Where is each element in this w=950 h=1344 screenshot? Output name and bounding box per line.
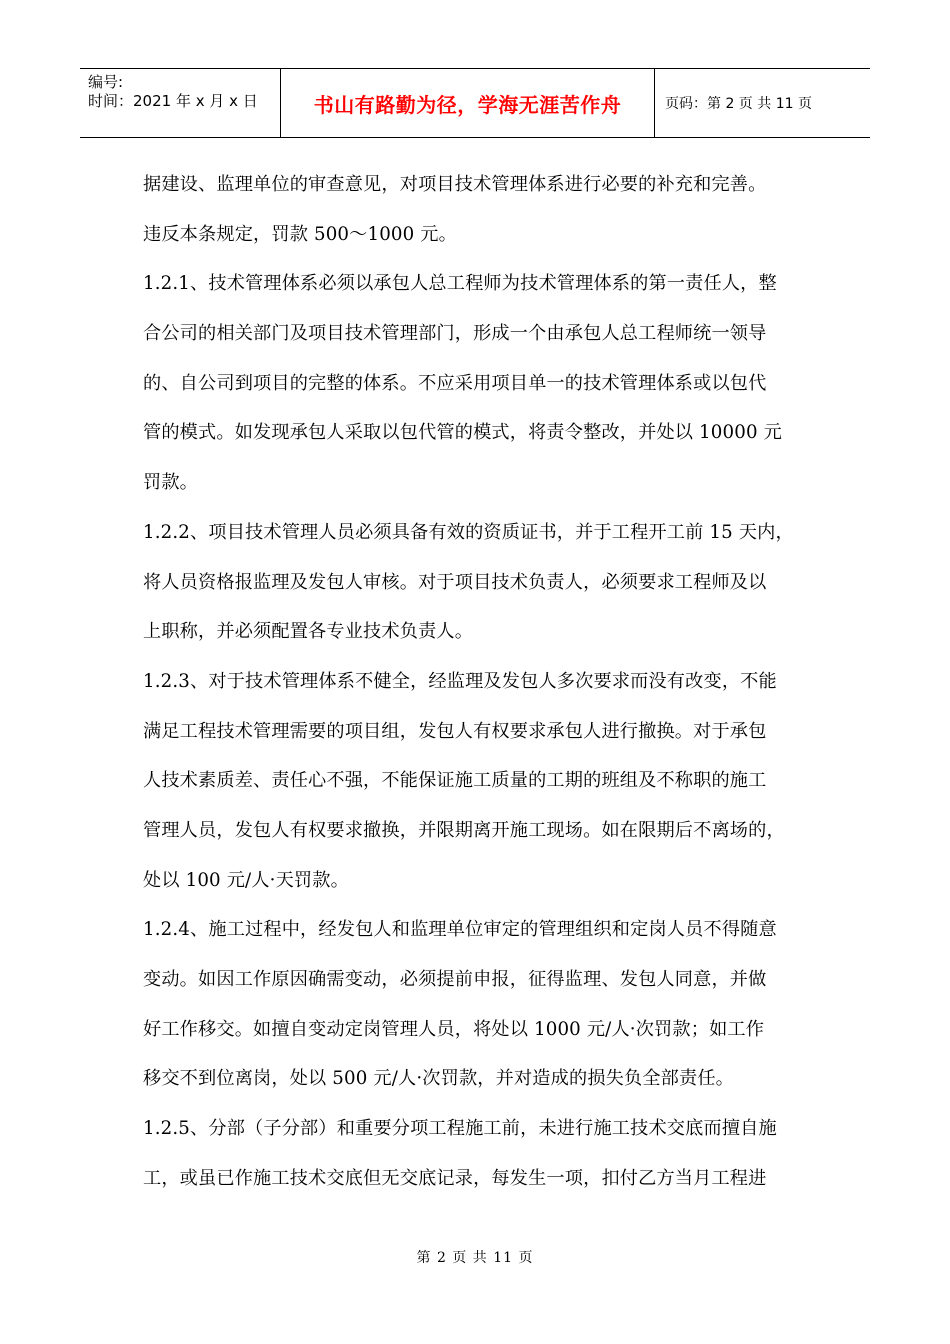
text-line: 上职称，并必须配置各专业技术负责人。: [143, 621, 474, 643]
text-line: 1.2.4、施工过程中，经发包人和监理单位审定的管理组织和定岗人员不得随意: [143, 919, 777, 941]
text-line: 管的模式。如发现承包人采取以包代管的模式，将责令整改，并处以 10000 元: [143, 422, 782, 444]
text-line: 满足工程技术管理需要的项目组，发包人有权要求承包人进行撤换。对于承包: [143, 720, 767, 742]
header-page-info: 页码：第 2 页 共 11 页: [665, 96, 812, 112]
text-line: 合公司的相关部门及项目技术管理部门，形成一个由承包人总工程师统一领导: [143, 323, 767, 345]
text-line: 变动。如因工作原因确需变动，必须提前申报，征得监理、发包人同意，并做: [143, 969, 767, 990]
document-header: [80, 68, 870, 138]
text-line: 好工作移交。如擅自变动定岗管理人员，将处以 1000 元/人·次罚款；如工作: [143, 1018, 765, 1040]
text-line: 1.2.1、技术管理体系必须以承包人总工程师为技术管理体系的第一责任人，整: [143, 273, 777, 295]
text-line: 据建设、监理单位的审查意见，对项目技术管理体系进行必要的补充和完善。: [143, 174, 767, 195]
text-line: 将人员资格报监理及发包人审核。对于项目技术负责人，必须要求工程师及以: [143, 571, 767, 593]
document-number-label: 编号:: [88, 73, 124, 91]
text-line: 人技术素质差、责任心不强，不能保证施工质量的工期的班组及不称职的施工: [143, 770, 767, 792]
document-date: 时间：2021 年 x 月 x 日: [88, 92, 258, 110]
text-line: 管理人员，发包人有权要求撤换，并限期离开施工现场。如在限期后不离场的，: [143, 819, 785, 841]
text-line: 处以 100 元/人·天罚款。: [143, 869, 349, 891]
text-line: 1.2.2、项目技术管理人员必须具备有效的资质证书，并于工程开工前 15 天内，: [143, 521, 794, 543]
text-line: 工，或虽已作施工技术交底但无交底记录，每发生一项，扣付乙方当月工程进: [143, 1167, 767, 1189]
text-line: 1.2.3、对于技术管理体系不健全，经监理及发包人多次要求而没有改变，不能: [143, 670, 777, 692]
document-body: [143, 160, 823, 1203]
header-motto: 书山有路勤为径，学海无涯苦作舟: [281, 69, 655, 137]
text-line: 违反本条规定，罚款 500～1000 元。: [143, 223, 457, 245]
text-line: 罚款。: [143, 472, 199, 494]
text-line: 的、自公司到项目的完整的体系。不应采用项目单一的技术管理体系或以包代: [143, 372, 767, 394]
page-footer: 第 2 页 共 11 页: [416, 1250, 534, 1266]
header-meta: [80, 69, 281, 137]
text-line: 1.2.5、分部（子分部）和重要分项工程施工前，未进行施工技术交底而擅自施: [143, 1118, 777, 1140]
text-line: 移交不到位离岗，处以 500 元/人·次罚款，并对造成的损失负全部责任。: [143, 1068, 735, 1090]
